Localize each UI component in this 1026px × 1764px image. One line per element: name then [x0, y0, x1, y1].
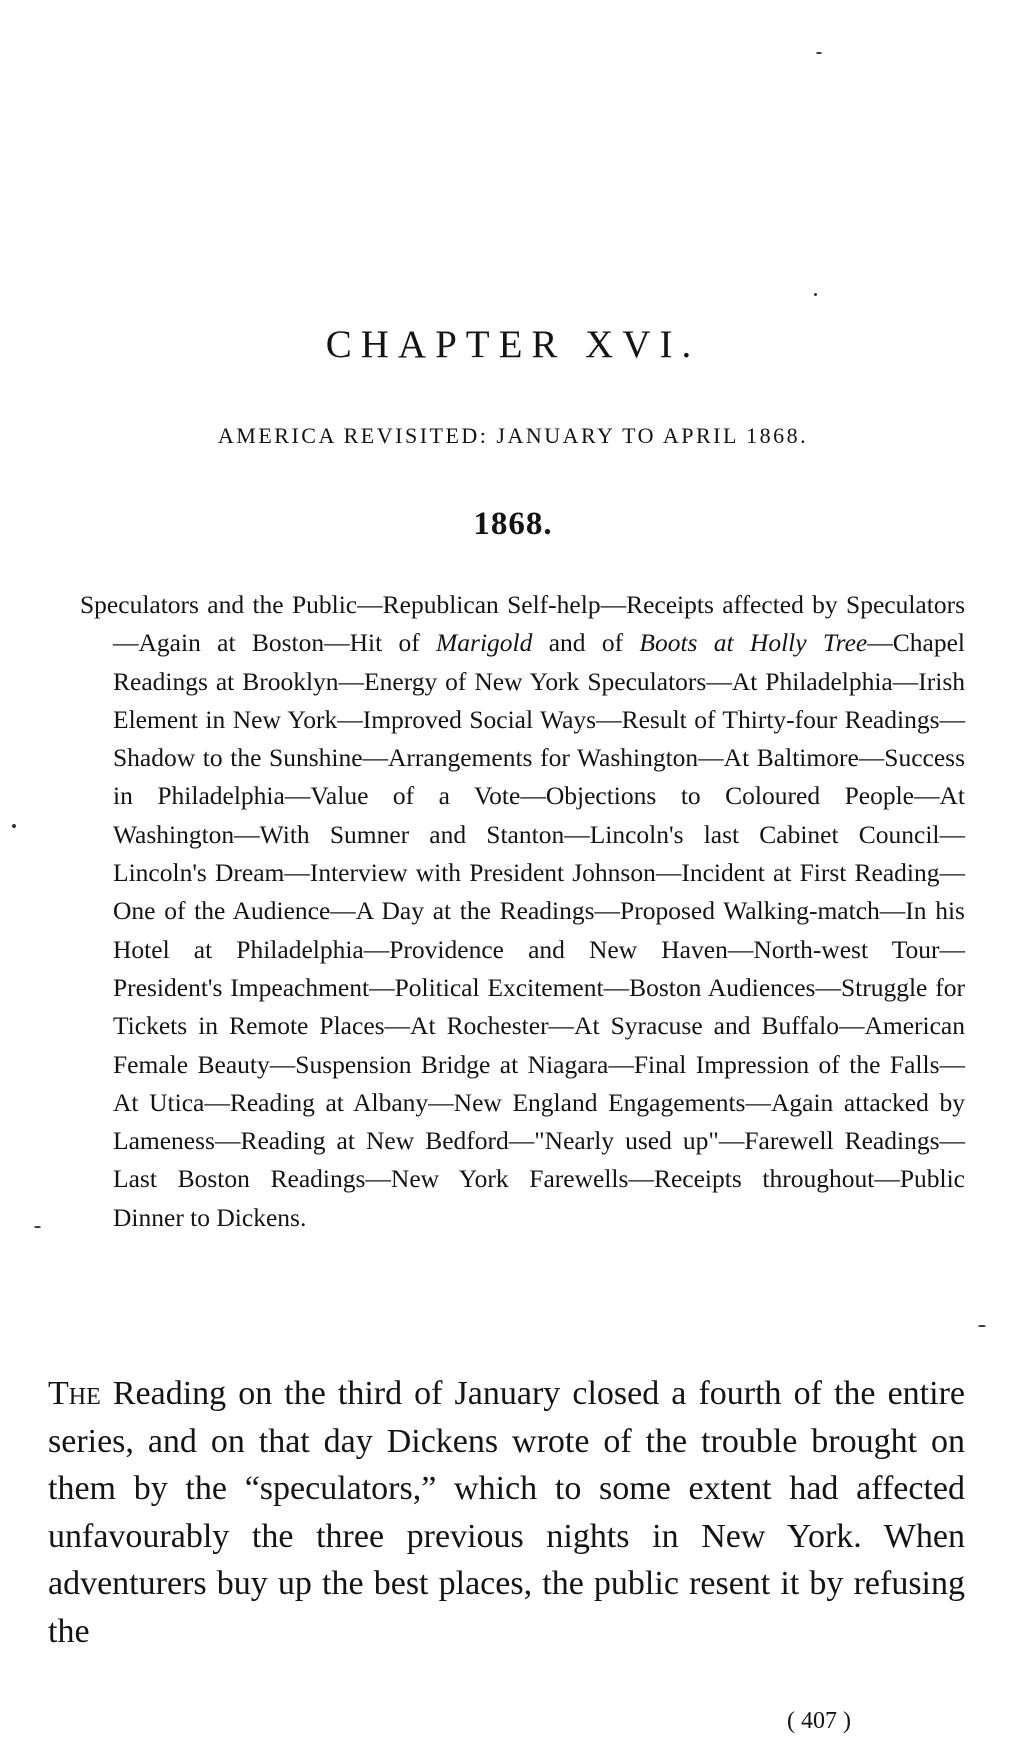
chapter-title: CHAPTER XVI.: [325, 323, 701, 366]
body-paragraph-text: Reading on the third of January closed a fourth of the entire series, and on that day Dickens wrote of the trouble brought on them by the “speculators,” which to some extent had affected unfavourably the three previous nights in New York. When adventurers buy up the best places, the public resent it by refusing the: [48, 1375, 965, 1650]
body-paragraph: [48, 1370, 965, 1655]
lead-word: The: [48, 1375, 101, 1412]
chapter-synopsis: [80, 586, 965, 1237]
scan-speck: [814, 293, 817, 296]
synopsis-text-start: Speculators and the Public—Republican Self-help—Receipts affected by Speculators—Again at Boston—Hit of: [80, 590, 965, 658]
chapter-subtitle: AMERICA REVISITED: JANUARY TO APRIL 1868.: [217, 423, 809, 448]
scan-speck: [816, 52, 822, 54]
scan-speck: [12, 824, 16, 828]
synopsis-title-boots: Boots at Holly Tree: [639, 628, 868, 658]
synopsis-title-marigold: Marigold: [436, 628, 533, 658]
synopsis-text-rest: —Chapel Readings at Brooklyn—Energy of New York Speculators—At Philadelphia—Irish Element in New York—Improved Social Ways—Result of Thirty-four Readings—Shadow to the Sunshine—Arrangements for Washington—At Baltimore—Success in Philadelphia—Value of a Vote—Objections to Coloured People—At Washington—With Sumner and Stanton—Lincoln's last Cabinet Council—Lincoln's Dream—Interview with President Johnson—Incident at First Reading—One of the Audience—A Day at the Readings—Proposed Walking-match—In his Hotel at Philadelphia—Providence and New Haven—North-west Tour—President's Impeachment—Political Excitement—Boston Audiences—Struggle for Tickets in Remote Places—At Rochester—At Syracuse and Buffalo—American Female Beauty—Suspension Bridge at Niagara—Final Impression of the Falls—At Utica—Reading at Albany—New England Engagements—Again attacked by Lameness—Reading at New Bedford—"Nearly used up"—Farewell Readings—Last Boston Readings—New York Farewells—Receipts throughout—Public Dinner to Dickens.: [113, 628, 965, 1232]
scan-speck: [978, 1325, 986, 1327]
year-heading: 1868.: [473, 506, 553, 542]
page-number: ( 407 ): [787, 1708, 851, 1734]
synopsis-text-between: and of: [532, 628, 640, 658]
scan-speck: [34, 1226, 41, 1228]
